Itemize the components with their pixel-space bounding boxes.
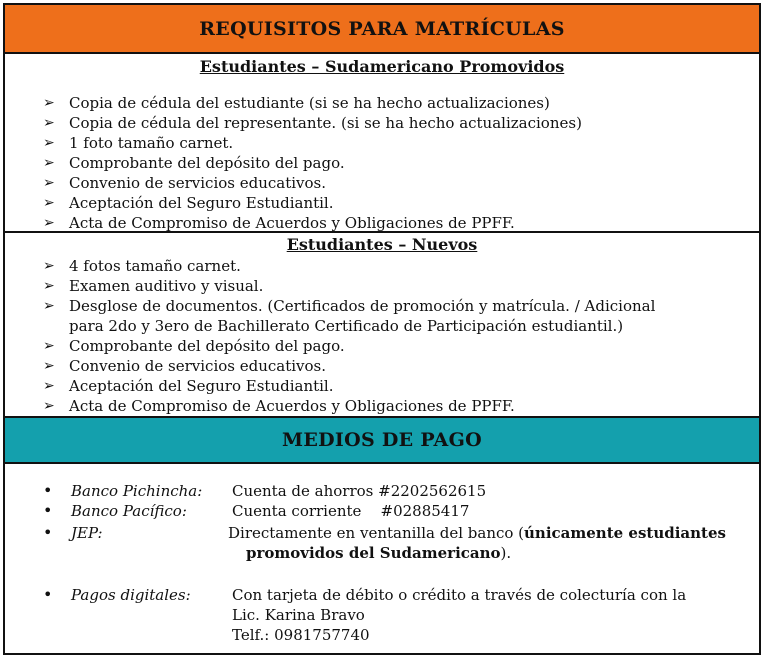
list-item: ➢ Aceptación del Seguro Estudiantil. [43, 194, 334, 212]
bank-name: JEP: [71, 524, 103, 542]
list-item: ➢ Aceptación del Seguro Estudiantil. [43, 377, 334, 395]
dot-bullet-icon: • [43, 481, 53, 500]
section1-list [5, 93, 759, 233]
list-item: ➢ Copia de cédula del representante. (si se ha hecho actualizaciones) [43, 114, 582, 132]
list-item: ➢ Acta de Compromiso de Acuerdos y Obligaciones de PPFF. [43, 397, 515, 415]
bank-detail: Con tarjeta de débito o crédito a través de colecturía con la [232, 586, 687, 604]
section1-title: Estudiantes – Sudamericano Promovidos [199, 57, 565, 76]
bank-name: Banco Pacífico: [71, 502, 187, 520]
list-item: ➢ Acta de Compromiso de Acuerdos y Obligaciones de PPFF. [43, 214, 515, 232]
section-divider [5, 231, 759, 233]
bank-detail: Cuenta de ahorros #2202562615 [232, 482, 487, 500]
arrow-bullet-icon: ➢ [43, 115, 55, 131]
contact-phone: Telf.: 0981757740 [232, 626, 370, 644]
arrow-bullet-icon: ➢ [43, 135, 55, 151]
list-item: ➢ Desglose de documentos. (Certificados de promoción y matrícula. / Adicional [43, 297, 656, 315]
payment-header [5, 416, 759, 464]
list-item: ➢ Examen auditivo y visual. [43, 277, 264, 295]
arrow-bullet-icon: ➢ [43, 298, 55, 314]
arrow-bullet-icon: ➢ [43, 155, 55, 171]
requirements-header [5, 5, 759, 54]
dot-bullet-icon: • [43, 585, 53, 604]
list-item: ➢ 1 foto tamaño carnet. [43, 134, 234, 152]
contact-name: Lic. Karina Bravo [232, 606, 365, 624]
dot-bullet-icon: • [43, 523, 53, 542]
arrow-bullet-icon: ➢ [43, 195, 55, 211]
list-item: ➢ Convenio de servicios educativos. [43, 174, 327, 192]
arrow-bullet-icon: ➢ [43, 378, 55, 394]
dot-bullet-icon: • [43, 501, 53, 520]
list-item-continuation: para 2do y 3ero de Bachillerato Certificado de Participación estudiantil.) [69, 317, 624, 335]
bank-name: Pagos digitales: [71, 586, 191, 604]
payment-row-digital [5, 585, 759, 647]
section2-title: Estudiantes – Nuevos [286, 235, 478, 254]
payment-row-jep [5, 523, 759, 567]
bank-detail: Directamente en ventanilla del banco (únicamente estudiantes [228, 524, 726, 542]
document-frame [3, 3, 761, 655]
arrow-bullet-icon: ➢ [43, 175, 55, 191]
list-item: ➢ Comprobante del depósito del pago. [43, 154, 345, 172]
bank-name: Banco Pichincha: [71, 482, 203, 500]
arrow-bullet-icon: ➢ [43, 215, 55, 231]
list-item: ➢ Comprobante del depósito del pago. [43, 337, 345, 355]
list-item: ➢ Convenio de servicios educativos. [43, 357, 327, 375]
arrow-bullet-icon: ➢ [43, 95, 55, 111]
arrow-bullet-icon: ➢ [43, 338, 55, 354]
main-title: REQUISITOS PARA MATRÍCULAS [199, 17, 565, 40]
arrow-bullet-icon: ➢ [43, 258, 55, 274]
bank-detail-continuation: promovidos del Sudamericano). [246, 544, 512, 562]
arrow-bullet-icon: ➢ [43, 358, 55, 374]
list-item: ➢ 4 fotos tamaño carnet. [43, 257, 241, 275]
list-item: ➢ Copia de cédula del estudiante (si se ha hecho actualizaciones) [43, 94, 550, 112]
bank-detail: Cuenta corriente #02885417 [232, 502, 470, 520]
arrow-bullet-icon: ➢ [43, 398, 55, 414]
payment-title: MEDIOS DE PAGO [282, 429, 482, 451]
arrow-bullet-icon: ➢ [43, 278, 55, 294]
section2-list [5, 256, 759, 416]
